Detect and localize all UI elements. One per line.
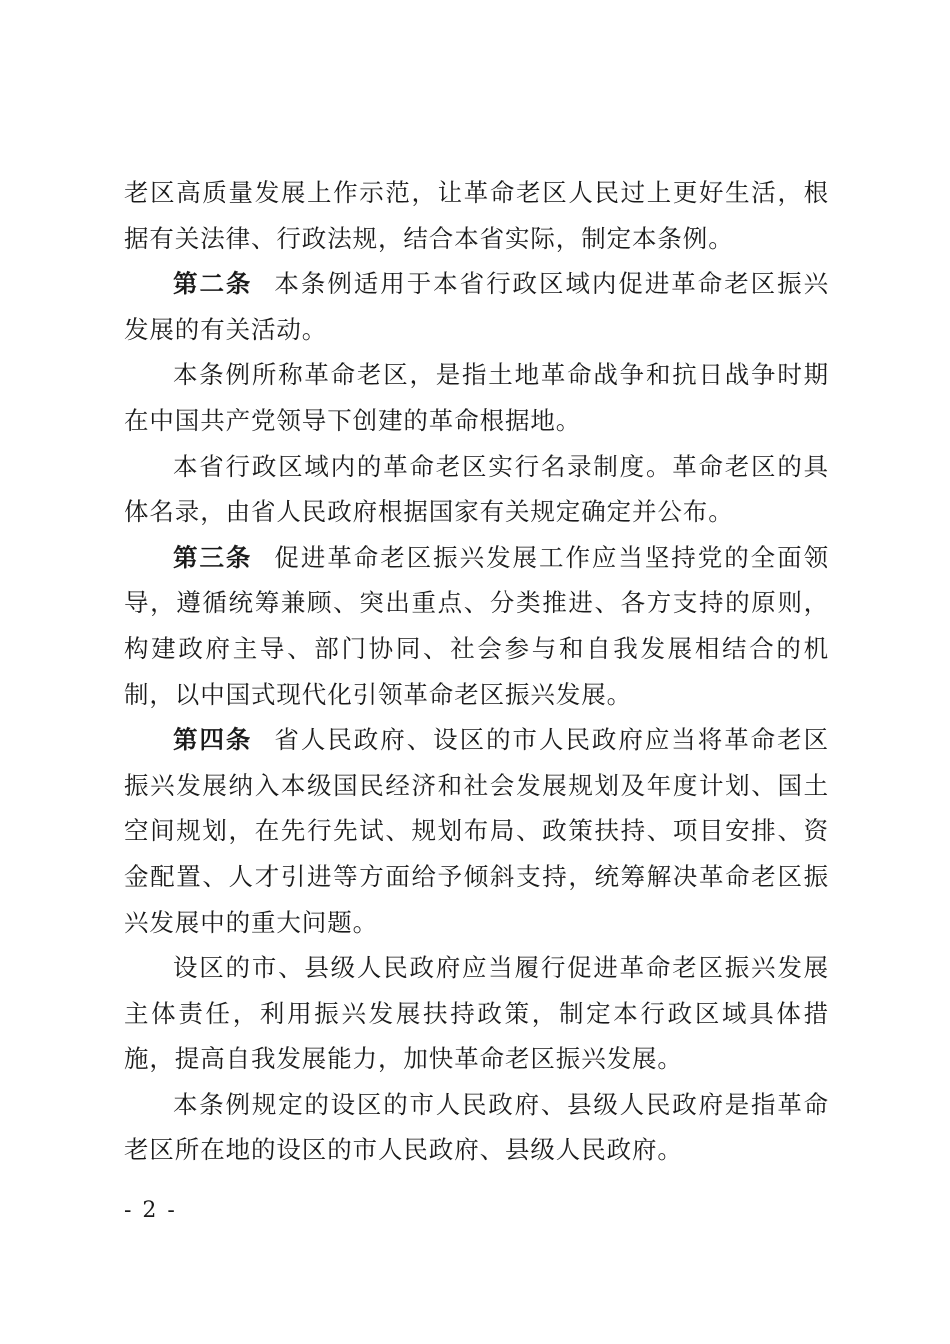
paragraph-3: 本条例所称革命老区，是指土地革命战争和抗日战争时期在中国共产党领导下创建的革命根据地。 (124, 360, 829, 435)
document-body (124, 170, 829, 1173)
page-number: - 2 - (124, 1198, 177, 1223)
paragraph-article-4: 第四条 省人民政府、设区的市人民政府应当将革命老区振兴发展纳入本级国民经济和社会发展规划及年度计划、国土空间规划，在先行先试、规划布局、政策扶持、项目安排、资金配置、人才引进等方面给予倾斜支持，统筹解决革命老区振兴发展中的重大问题。 (124, 725, 829, 937)
paragraph-1: 老区高质量发展上作示范，让革命老区人民过上更好生活，根据有关法律、行政法规，结合本省实际，制定本条例。 (124, 178, 829, 253)
paragraph-4: 本省行政区域内的革命老区实行名录制度。革命老区的具体名录，由省人民政府根据国家有关规定确定并公布。 (124, 451, 829, 527)
paragraph-8: 本条例规定的设区的市人民政府、县级人民政府是指革命老区所在地的设区的市人民政府、县级人民政府。 (124, 1089, 829, 1165)
paragraph-article-2: 第二条 本条例适用于本省行政区域内促进革命老区振兴发展的有关活动。 (124, 269, 829, 344)
article-number: 第三条 (173, 542, 253, 572)
paragraph-article-3: 第三条 促进革命老区振兴发展工作应当坚持党的全面领导，遵循统筹兼顾、突出重点、分类推进、各方支持的原则，构建政府主导、部门协同、社会参与和自我发展相结合的机制，以中国式现代化引领革命老区振兴发展。 (124, 542, 829, 709)
article-number: 第四条 (173, 725, 253, 755)
paragraph-7: 设区的市、县级人民政府应当履行促进革命老区振兴发展主体责任，利用振兴发展扶持政策，制定本行政区域具体措施，提高自我发展能力，加快革命老区振兴发展。 (124, 953, 829, 1074)
article-number: 第二条 (173, 269, 253, 299)
